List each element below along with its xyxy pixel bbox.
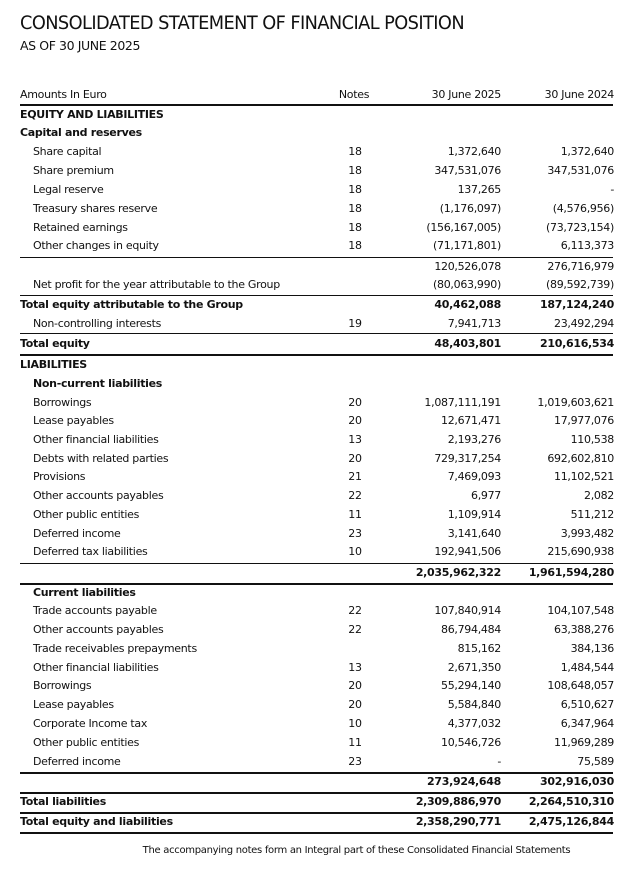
table-row (0, 237, 633, 255)
table-row (0, 200, 633, 218)
row-label: Retained earnings (33, 221, 128, 234)
row-value-2024: 1,019,603,621 (537, 396, 614, 409)
row-label: Debts with related parties (33, 452, 169, 465)
header-2025: 30 June 2025 (431, 88, 501, 101)
row-value-2025: 40,462,088 (434, 298, 501, 311)
row-value-2025: - (497, 755, 501, 768)
row-notes: 20 (348, 414, 362, 427)
header-amounts: Amounts In Euro (20, 88, 107, 101)
table-row (0, 696, 633, 714)
row-value-2024: 11,969,289 (554, 736, 614, 749)
row-value-2024: 6,347,964 (560, 717, 614, 730)
row-notes: 20 (348, 396, 362, 409)
row-value-2025: 273,924,648 (427, 775, 501, 788)
table-row (0, 734, 633, 752)
table-row (0, 487, 633, 505)
row-label: Net profit for the year attributable to the Group (33, 278, 280, 291)
row-label: Legal reserve (33, 183, 104, 196)
row-value-2025: 7,941,713 (447, 317, 501, 330)
row-value-2025: 86,794,484 (441, 623, 501, 636)
table-row (0, 621, 633, 639)
row-value-2024: 692,602,810 (547, 452, 614, 465)
row-value-2025: 1,109,914 (447, 508, 501, 521)
row-label: Borrowings (33, 679, 92, 692)
row-value-2025: (71,171,801) (433, 239, 501, 252)
row-label: Total liabilities (20, 795, 106, 808)
row-value-2024: 210,616,534 (540, 337, 614, 350)
row-value-2024: 511,212 (570, 508, 614, 521)
row-value-2024: 1,961,594,280 (528, 566, 614, 579)
table-row (0, 296, 633, 314)
row-value-2024: 187,124,240 (540, 298, 614, 311)
row-value-2025: 2,309,886,970 (415, 795, 501, 808)
row-value-2024: 2,082 (584, 489, 614, 502)
table-row (0, 450, 633, 468)
row-value-2024: 1,372,640 (560, 145, 614, 158)
row-label: Other accounts payables (33, 489, 164, 502)
row-value-2024: 2,475,126,844 (528, 815, 614, 828)
divider (20, 832, 613, 834)
row-label: Other public entities (33, 508, 139, 521)
row-value-2024: 6,510,627 (560, 698, 614, 711)
row-notes: 10 (348, 717, 362, 730)
row-notes: 18 (348, 202, 362, 215)
row-value-2024: 276,716,979 (547, 260, 614, 273)
divider (20, 295, 613, 296)
row-label: Other public entities (33, 736, 139, 749)
row-notes: 23 (348, 755, 362, 768)
row-value-2024: 75,589 (577, 755, 614, 768)
row-value-2024: 23,492,294 (554, 317, 614, 330)
table-row (0, 258, 633, 276)
table-row (0, 715, 633, 733)
row-value-2025: 3,141,640 (447, 527, 501, 540)
row-label: Non-controlling interests (33, 317, 162, 330)
row-value-2024: (4,576,956) (552, 202, 614, 215)
row-notes: 22 (348, 623, 362, 636)
row-notes: 11 (348, 508, 362, 521)
row-notes: 23 (348, 527, 362, 540)
table-row (0, 602, 633, 620)
row-value-2025: 6,977 (471, 489, 501, 502)
row-value-2024: 104,107,548 (547, 604, 614, 617)
row-notes: 13 (348, 661, 362, 674)
row-value-2025: 4,377,032 (447, 717, 501, 730)
row-label: Deferred tax liabilities (33, 545, 148, 558)
row-value-2025: 7,469,093 (447, 470, 501, 483)
row-label: Non-current liabilities (33, 377, 163, 390)
header-2024: 30 June 2024 (544, 88, 614, 101)
row-value-2025: (1,176,097) (439, 202, 501, 215)
row-notes: 19 (348, 317, 362, 330)
row-value-2024: 215,690,938 (547, 545, 614, 558)
table-row (0, 276, 633, 294)
row-label: Total equity (20, 337, 90, 350)
row-label: Other financial liabilities (33, 433, 159, 446)
row-notes: 22 (348, 489, 362, 502)
row-label: Lease payables (33, 698, 114, 711)
table-row (0, 525, 633, 543)
row-value-2025: 5,584,840 (447, 698, 501, 711)
table-row (0, 412, 633, 430)
row-value-2024: 11,102,521 (554, 470, 614, 483)
row-label: Treasury shares reserve (33, 202, 158, 215)
row-value-2025: 2,193,276 (447, 433, 501, 446)
row-value-2024: 63,388,276 (554, 623, 614, 636)
divider (20, 792, 613, 794)
row-value-2025: (156,167,005) (426, 221, 501, 234)
row-label: Corporate Income tax (33, 717, 148, 730)
row-value-2025: 2,671,350 (447, 661, 501, 674)
footnote: The accompanying notes form an Integral part of these Consolidated Financial Statements (142, 845, 571, 856)
table-row (0, 431, 633, 449)
row-notes: 20 (348, 452, 362, 465)
table-row (0, 219, 633, 237)
row-value-2025: (80,063,990) (433, 278, 501, 291)
row-value-2024: 110,538 (570, 433, 614, 446)
divider (20, 354, 613, 356)
row-label: Total equity attributable to the Group (20, 298, 243, 311)
row-value-2025: 2,358,290,771 (415, 815, 501, 828)
row-notes: 18 (348, 183, 362, 196)
row-label: Share capital (33, 145, 102, 158)
statement-date: AS OF 30 JUNE 2025 (20, 38, 141, 53)
row-value-2024: (73,723,154) (546, 221, 614, 234)
row-value-2024: 302,916,030 (540, 775, 614, 788)
table-header (0, 86, 633, 104)
row-value-2024: - (610, 183, 614, 196)
row-label: Trade accounts payable (33, 604, 157, 617)
row-label: Lease payables (33, 414, 114, 427)
row-label: EQUITY AND LIABILITIES (20, 108, 164, 121)
table-row (0, 564, 633, 582)
row-label: Deferred income (33, 527, 121, 540)
table-row (0, 356, 633, 374)
table-row (0, 584, 633, 602)
row-value-2024: 384,136 (570, 642, 614, 655)
table-row (0, 124, 633, 142)
row-label: Other financial liabilities (33, 661, 159, 674)
row-value-2025: 347,531,076 (434, 164, 501, 177)
divider (20, 772, 613, 774)
row-value-2025: 12,671,471 (441, 414, 501, 427)
row-notes: 22 (348, 604, 362, 617)
table-row (0, 793, 633, 811)
row-label: Borrowings (33, 396, 92, 409)
table-row (0, 506, 633, 524)
row-value-2025: 2,035,962,322 (415, 566, 501, 579)
table-row (0, 335, 633, 353)
table-row (0, 659, 633, 677)
row-label: Trade receivables prepayments (33, 642, 197, 655)
row-value-2024: 1,484,544 (560, 661, 614, 674)
table-row (0, 315, 633, 333)
row-notes: 20 (348, 679, 362, 692)
row-value-2025: 192,941,506 (434, 545, 501, 558)
table-row (0, 543, 633, 561)
row-label: Capital and reserves (20, 126, 142, 139)
row-value-2025: 815,162 (457, 642, 501, 655)
table-row (0, 468, 633, 486)
row-value-2025: 1,372,640 (447, 145, 501, 158)
row-notes: 20 (348, 698, 362, 711)
row-notes: 18 (348, 239, 362, 252)
divider (20, 583, 613, 585)
table-row (0, 394, 633, 412)
row-label: Share premium (33, 164, 114, 177)
row-label: Provisions (33, 470, 86, 483)
row-value-2024: 3,993,482 (560, 527, 614, 540)
row-value-2025: 729,317,254 (434, 452, 501, 465)
row-label: Current liabilities (33, 586, 136, 599)
table-row (0, 753, 633, 771)
row-notes: 13 (348, 433, 362, 446)
row-value-2025: 55,294,140 (441, 679, 501, 692)
table-row (0, 375, 633, 393)
row-notes: 21 (348, 470, 362, 483)
table-row (0, 677, 633, 695)
row-label: Other changes in equity (33, 239, 159, 252)
table-row (0, 106, 633, 124)
row-notes: 18 (348, 145, 362, 158)
row-label: Other accounts payables (33, 623, 164, 636)
row-notes: 18 (348, 221, 362, 234)
table-row (0, 181, 633, 199)
divider (20, 333, 613, 334)
row-value-2024: 108,648,057 (547, 679, 614, 692)
table-row (0, 143, 633, 161)
row-value-2024: 17,977,076 (554, 414, 614, 427)
table-row (0, 773, 633, 791)
table-row (0, 640, 633, 658)
divider (20, 257, 613, 258)
divider (20, 563, 613, 564)
row-value-2025: 10,546,726 (441, 736, 501, 749)
row-notes: 18 (348, 164, 362, 177)
table-row (0, 813, 633, 831)
divider (20, 104, 613, 106)
statement-title: CONSOLIDATED STATEMENT OF FINANCIAL POSITION (20, 13, 465, 34)
row-value-2025: 120,526,078 (434, 260, 501, 273)
row-notes: 11 (348, 736, 362, 749)
row-value-2024: 2,264,510,310 (528, 795, 614, 808)
row-value-2024: 347,531,076 (547, 164, 614, 177)
row-value-2025: 137,265 (457, 183, 501, 196)
row-label: Total equity and liabilities (20, 815, 173, 828)
row-value-2025: 48,403,801 (434, 337, 501, 350)
row-label: LIABILITIES (20, 358, 87, 371)
row-value-2024: 6,113,373 (560, 239, 614, 252)
header-notes: Notes (338, 88, 370, 101)
row-notes: 10 (348, 545, 362, 558)
table-row (0, 162, 633, 180)
row-value-2025: 1,087,111,191 (424, 396, 501, 409)
row-value-2024: (89,592,739) (546, 278, 614, 291)
divider (20, 812, 613, 814)
row-label: Deferred income (33, 755, 121, 768)
row-value-2025: 107,840,914 (434, 604, 501, 617)
